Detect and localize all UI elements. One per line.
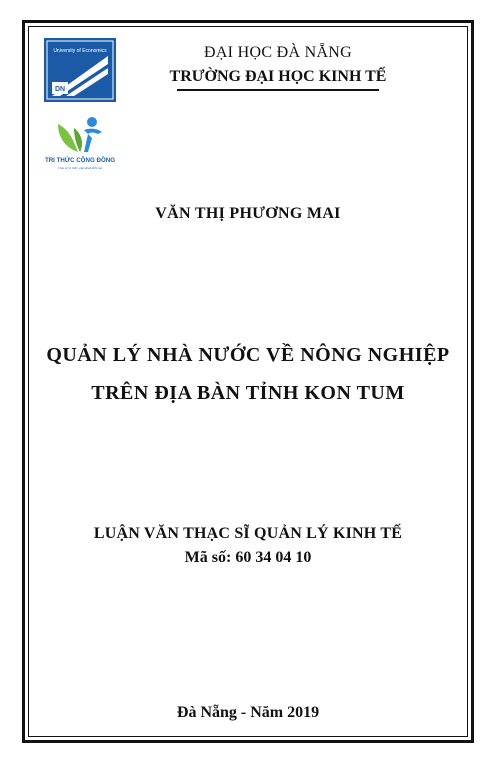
faculty-name: TRƯỜNG ĐẠI HỌC KINH TẾ <box>169 68 387 85</box>
university-logo-text: University of Economics <box>53 48 107 54</box>
place-and-year: Đà Nẵng - Năm 2019 <box>176 704 320 721</box>
community-logo-slogan: Chia sẻ tri thức, góp phần kiến tạo <box>57 166 103 170</box>
thesis-title-line-2: TRÊN ĐỊA BÀN TỈNH KON TUM <box>91 382 405 404</box>
university-logo-mark: DN <box>54 86 66 93</box>
faculty-underline <box>177 89 379 91</box>
thesis-title-line-1: QUẢN LÝ NHÀ NƯỚC VỀ NÔNG NGHIỆP <box>46 344 450 366</box>
degree-type: LUẬN VĂN THẠC SĨ QUẢN LÝ KINH TẾ <box>93 525 403 542</box>
degree-code: Mã số: 60 34 04 10 <box>184 549 312 566</box>
author-name: VĂN THỊ PHƯƠNG MAI <box>155 205 341 222</box>
university-logo <box>44 38 116 102</box>
community-logo-title: TRI THỨC CỘNG ĐỒNG <box>44 157 116 164</box>
community-logo <box>44 112 116 174</box>
university-name: ĐẠI HỌC ĐÀ NẴNG <box>203 44 353 61</box>
